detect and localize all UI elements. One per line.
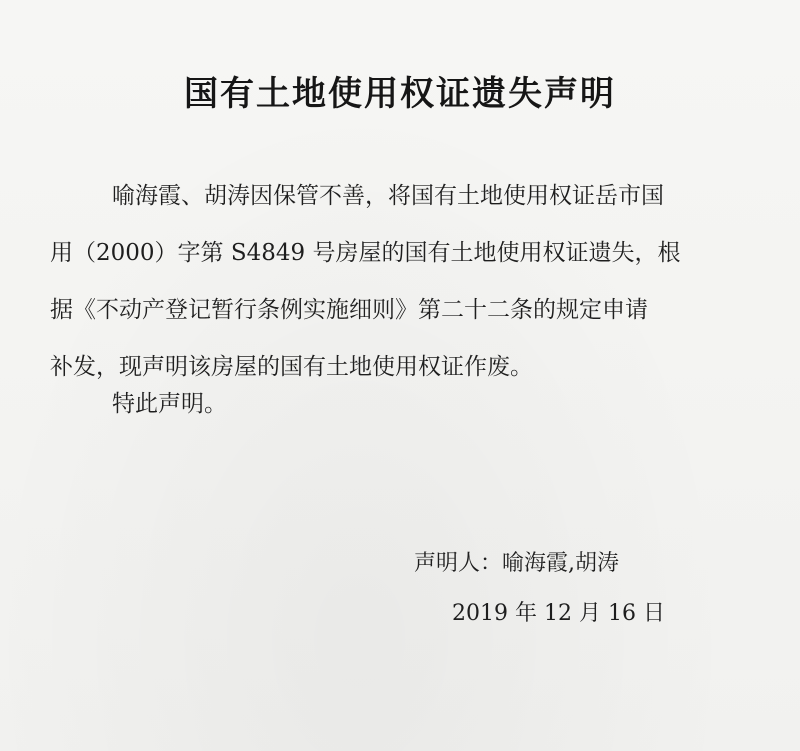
document-title: 国有土地使用权证遗失声明 xyxy=(184,74,616,114)
declarant-line: 声明人：喻海霞,胡涛 xyxy=(414,551,619,576)
statement-line-3: 据《不动产登记暂行条例实施细则》第二十二条的规定申请 xyxy=(50,297,648,323)
closing-statement: 特此声明。 xyxy=(112,391,227,417)
statement-body xyxy=(50,168,772,396)
statement-line-2: 用（2000）字第 S4849 号房屋的国有土地使用权证遗失，根 xyxy=(50,240,681,266)
statement-paragraph xyxy=(50,168,772,396)
date-line: 2019 年 12 月 16 日 xyxy=(452,601,665,626)
statement-line-1: 喻海霞、胡涛因保管不善，将国有土地使用权证岳市国 xyxy=(112,183,664,209)
statement-line-4: 补发，现声明该房屋的国有土地使用权证作废。 xyxy=(50,354,533,380)
